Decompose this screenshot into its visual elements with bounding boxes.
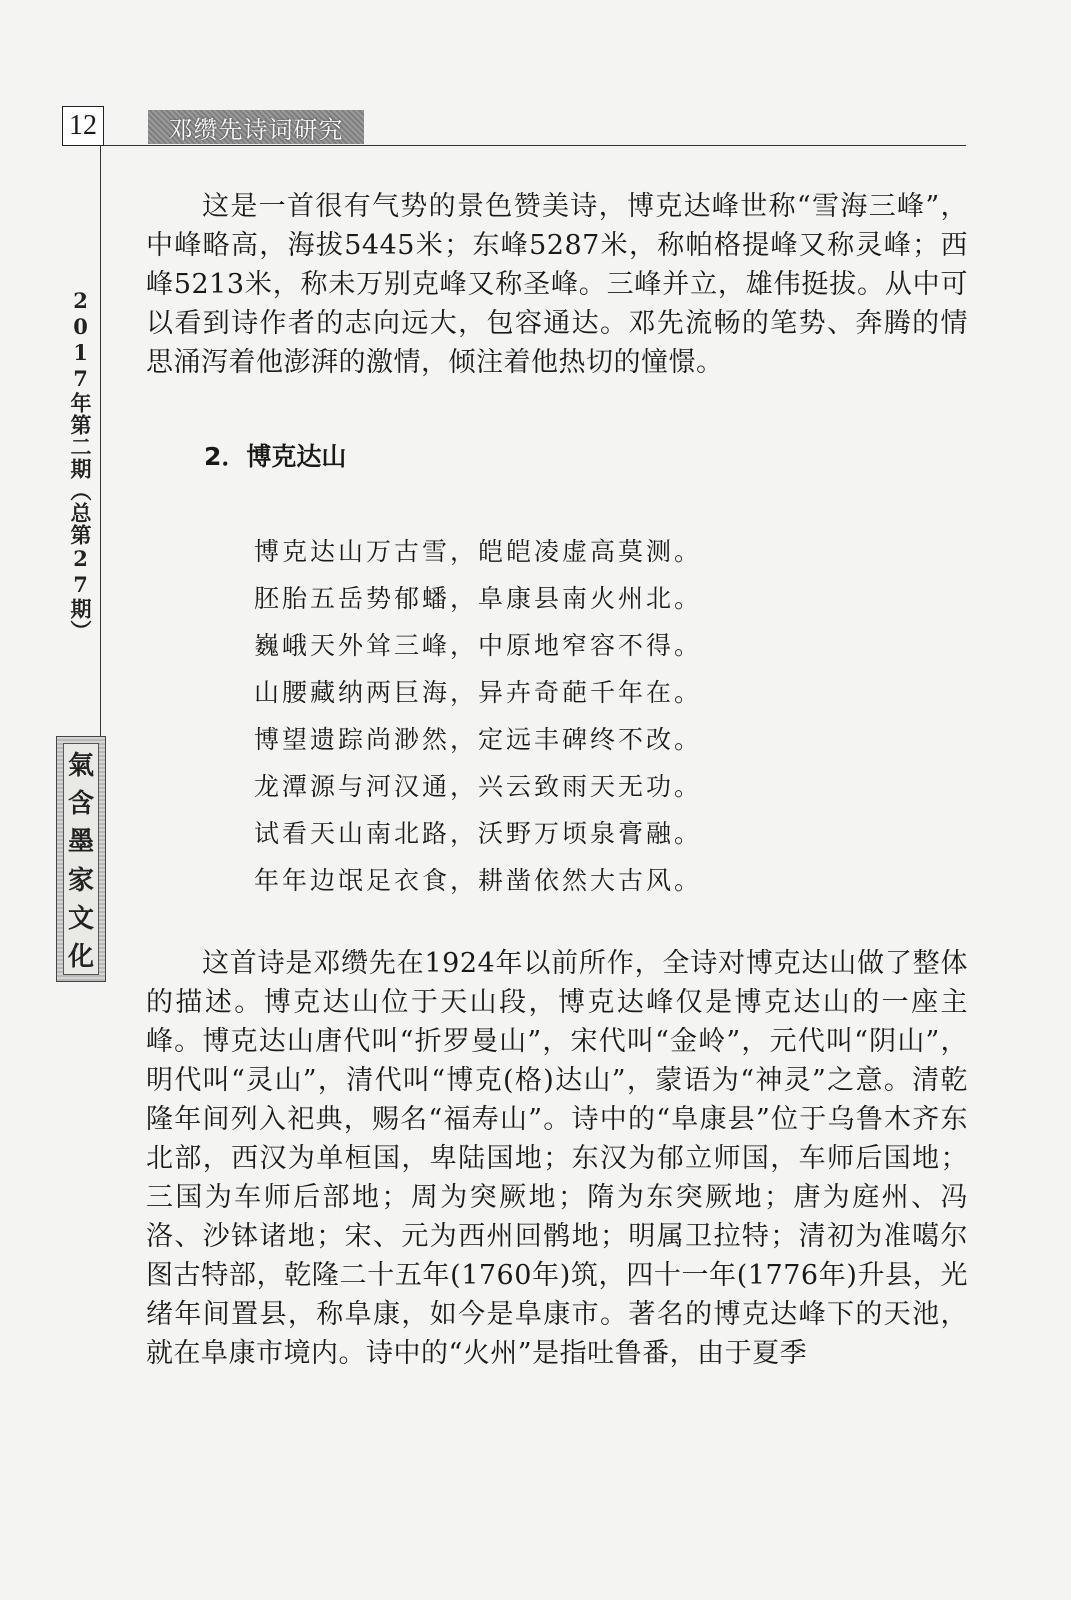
emblem-char: 含 (67, 788, 94, 819)
header-rule (104, 145, 966, 146)
poem-line: 博望遗踪尚渺然，定远丰碑终不改。 (254, 725, 703, 754)
margin-rule (100, 146, 101, 736)
page-number: 12 (62, 106, 104, 146)
section-heading: 2．博克达山 (204, 442, 347, 471)
poem-line: 龙潭源与河汉通，兴云致雨天无功。 (254, 772, 703, 801)
poem-line: 博克达山万古雪，皑皑凌虚高莫测。 (254, 537, 703, 566)
poem-line: 试看天山南北路，沃野万顷泉膏融。 (254, 819, 703, 848)
poem-line: 年年边氓足衣食，耕凿依然大古风。 (254, 866, 703, 895)
poem-line: 胚胎五岳势郁蟠，阜康县南火州北。 (254, 584, 703, 613)
paragraph-intro: 这是一首很有气势的景色赞美诗，博克达峰世称“雪海三峰”，中峰略高，海拔5445米；东峰5287米，称帕格提峰又称灵峰；西峰5213米，称未万别克峰又称圣峰。三峰并立，雄伟挺拔。从中可以看到诗作者的志向远大，包容通达。邓先流畅的笔势、奔腾的情思涌泻着他澎湃的激情，倾注着他热切的憧憬。 (146, 191, 968, 378)
issue-label: 2017年第二期（总第27期） (68, 288, 93, 642)
emblem-char: 氣 (67, 750, 94, 781)
emblem-char: 家 (67, 865, 94, 896)
poem-block (254, 532, 702, 908)
emblem-char: 文 (67, 903, 94, 934)
poem-line: 山腰藏纳两巨海，异卉奇葩千年在。 (254, 678, 703, 707)
emblem-char: 化 (67, 942, 94, 973)
poem-line: 巍峨天外耸三峰，中原地窄容不得。 (254, 631, 703, 660)
paragraph-commentary: 这首诗是邓缵先在1924年以前所作，全诗对博克达山做了整体的描述。博克达山位于天山段，博克达峰仅是博克达山的一座主峰。博克达山唐代叫“折罗曼山”，宋代叫“金岭”，元代叫“阴山”，明代叫“灵山”，清代叫“博克(格)达山”，蒙语为“神灵”之意。清乾隆年间列入祀典，赐名“福寿山”。诗中的“阜康县”位于乌鲁木齐东北部，西汉为单桓国，卑陆国地；东汉为郁立师国，车师后国地；三国为车师后部地；周为突厥地；隋为东突厥地；唐为庭州、冯洛、沙钵诸地；宋、元为西州回鹘地；明属卫拉特；清初为准噶尔图古特部，乾隆二十五年(1760年)筑，四十一年(1776年)升县，光绪年间置县，称阜康，如今是阜康市。著名的博克达峰下的天池，就在阜康市境内。诗中的“火州”是指吐鲁番，由于夏季 (146, 948, 968, 1369)
emblem-char: 墨 (67, 827, 94, 858)
emblem-text-panel (63, 743, 99, 975)
running-title: 邓缵先诗词研究 (148, 110, 364, 144)
culture-emblem (56, 736, 106, 982)
